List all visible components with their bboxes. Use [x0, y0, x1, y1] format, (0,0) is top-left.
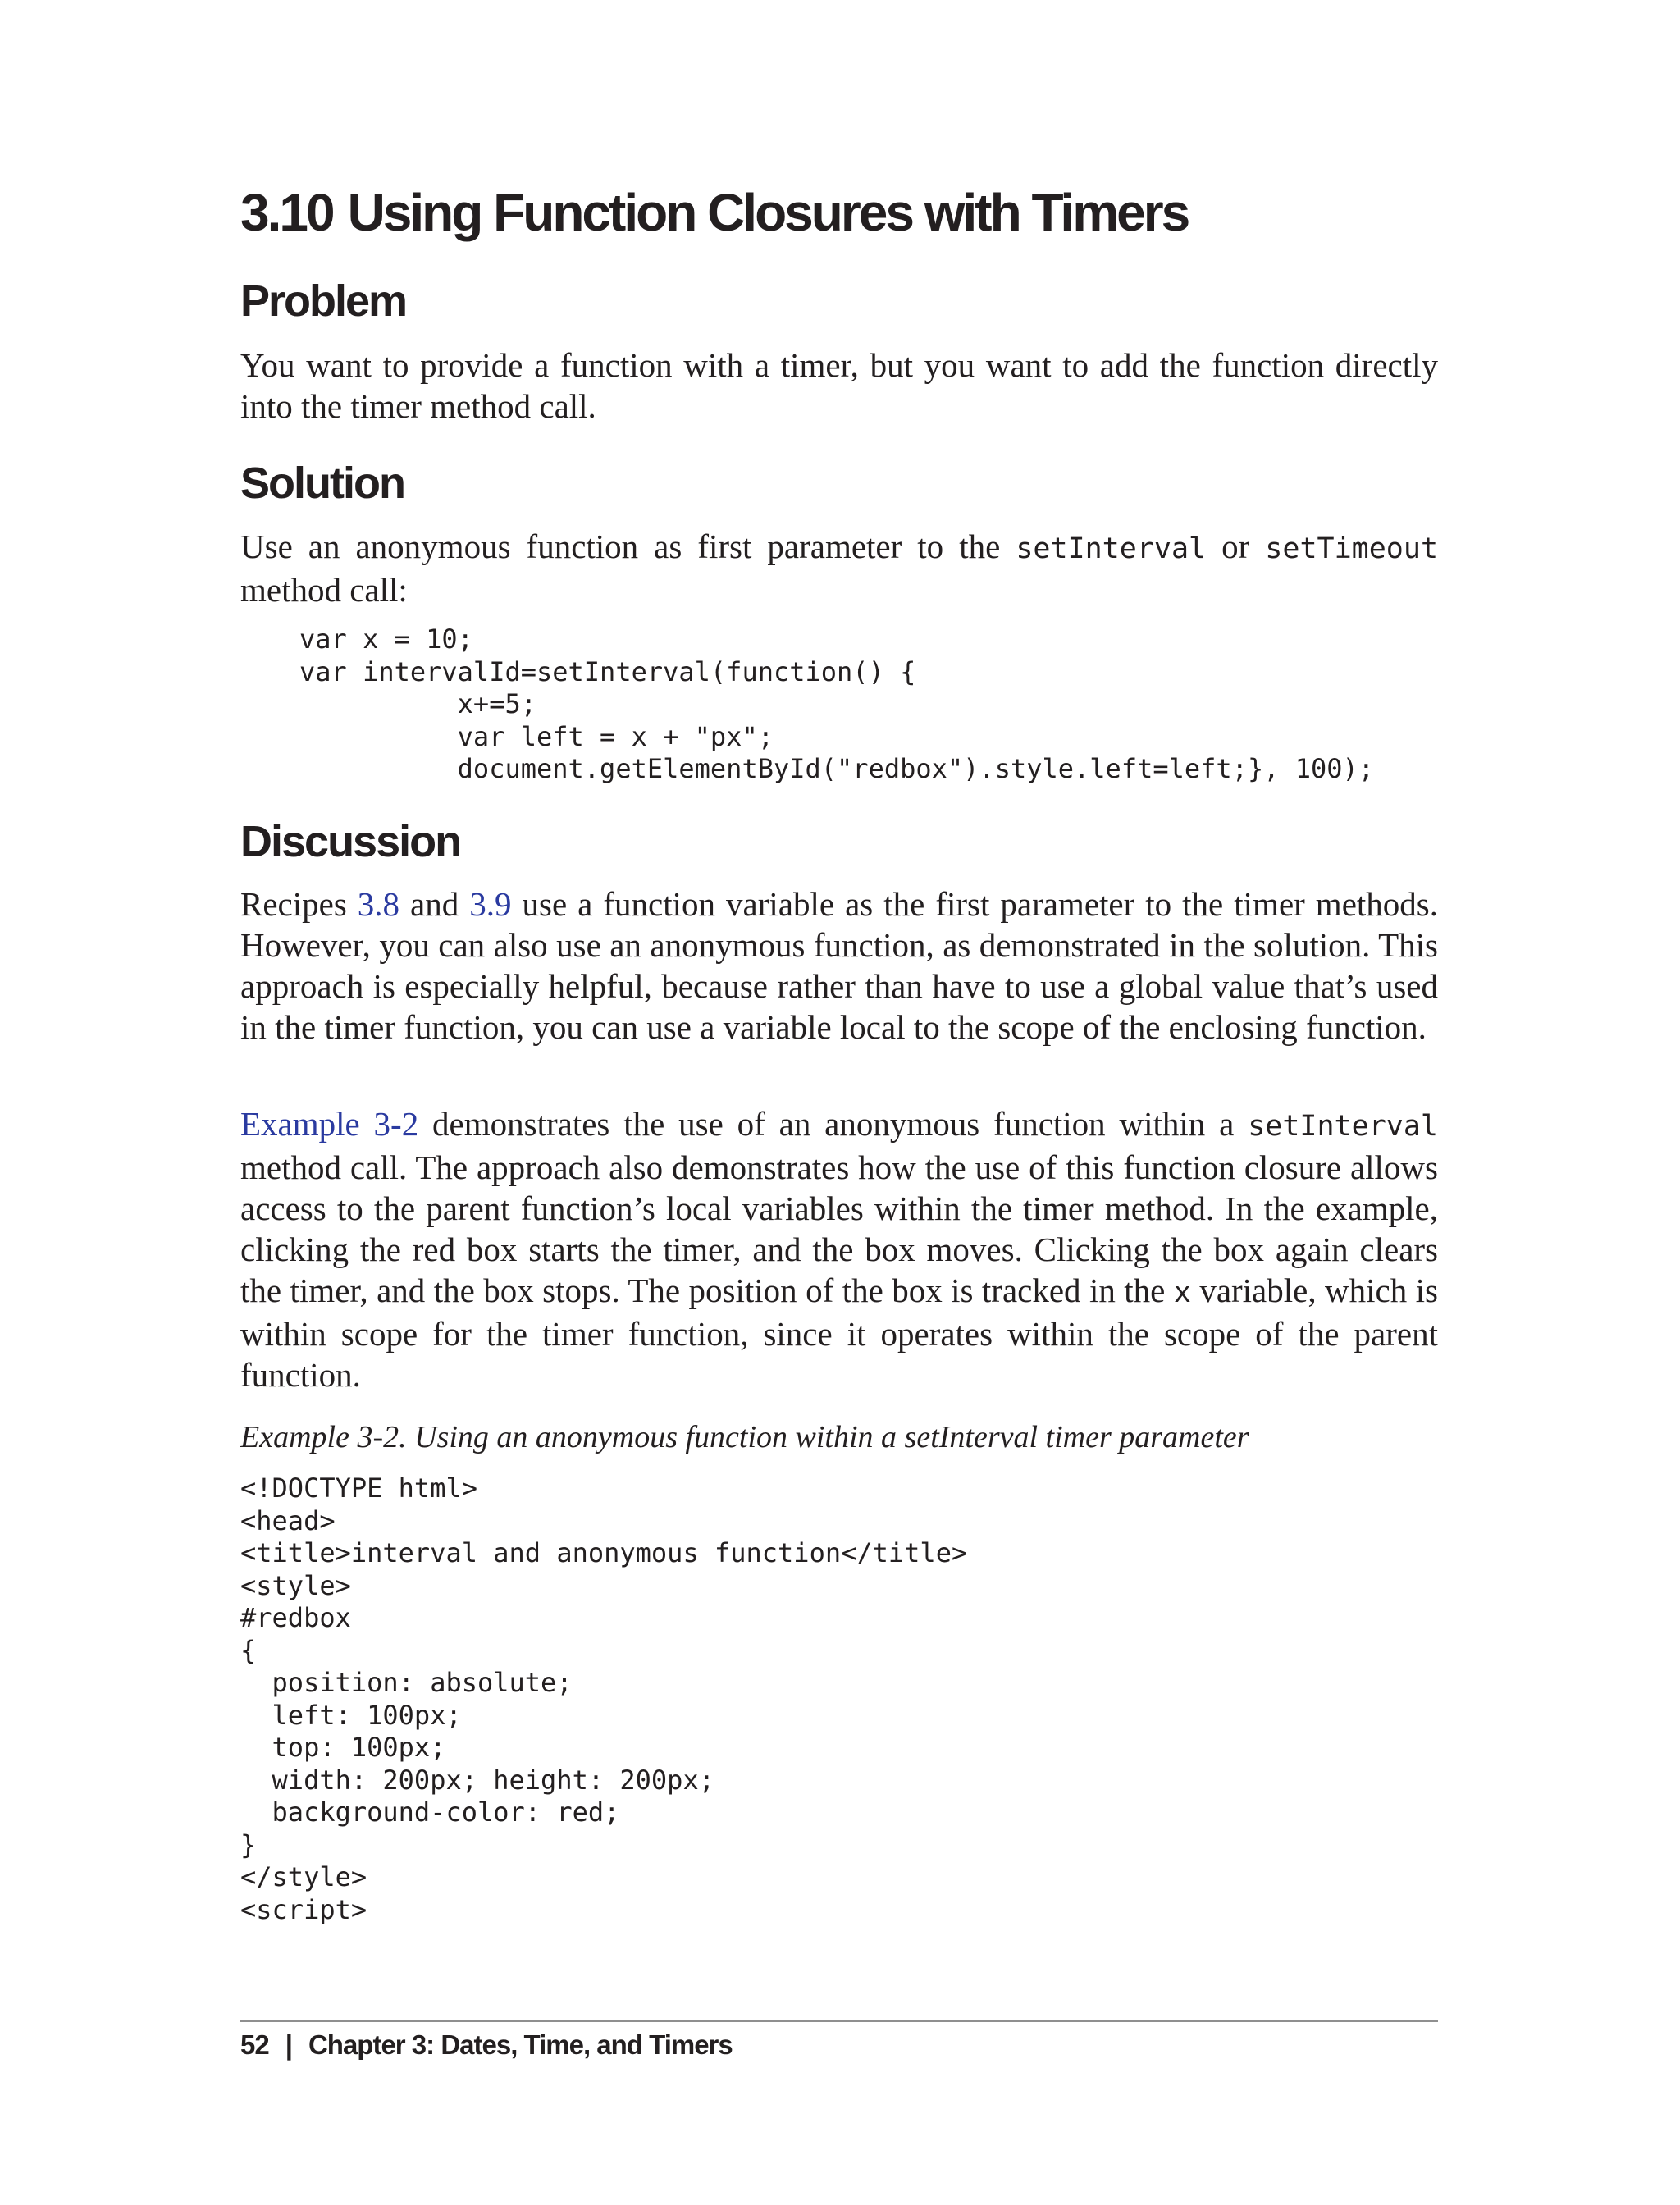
example-caption: Example 3-2. Using an anonymous function within a setInterval timer parameter: [240, 1420, 1249, 1454]
page-number: 52: [240, 2029, 269, 2060]
footer-separator: |: [285, 2029, 292, 2060]
solution-text-part: or: [1206, 527, 1266, 565]
solution-code-block: var x = 10; var intervalId=setInterval(function() { x+=5; var left = x + "px"; document.getElementById("redbox").style.left=left;}, 100);: [299, 623, 1375, 784]
problem-text: You want to provide a function with a timer, but you want to add the function directly into the timer method call.: [240, 346, 1438, 425]
discussion-text-part: Recipes: [240, 885, 358, 923]
inline-code-setinterval: setInterval: [1016, 532, 1207, 565]
inline-code-setinterval: setInterval: [1248, 1110, 1438, 1143]
inline-code-settimeout: setTimeout: [1265, 532, 1439, 565]
discussion-paragraph-1: [240, 883, 1438, 1048]
solution-heading: Solution: [240, 459, 404, 508]
solution-text-part: method call:: [240, 571, 408, 609]
footer-divider: [240, 2020, 1438, 2022]
discussion-text-part: variable, which is within scope for the timer function, since it operates within the scope of the parent function.: [240, 1271, 1438, 1394]
inline-code-x: x: [1173, 1276, 1191, 1309]
discussion-paragraph-2: [240, 1103, 1438, 1395]
recipe-3-8-link[interactable]: 3.8: [357, 885, 400, 923]
discussion-text-part: demonstrates the use of an anonymous function within a: [418, 1105, 1249, 1143]
discussion-text-part: use a function variable as the first parameter to the timer methods. However, you can also use an anonymous function, as demonstrated in the solution. This approach is especially helpful, because rather than have to use a global value that’s used in the timer function, you can use a variable local to the scope of the enclosing function.: [240, 885, 1438, 1046]
page-footer: [240, 2029, 733, 2061]
chapter-title: Chapter 3: Dates, Time, and Timers: [308, 2029, 733, 2060]
discussion-text-part: method call. The approach also demonstrates how the use of this function closure allows access to the parent function’s local variables within the timer method. In the example, clicking the red box starts the timer, and the box moves. Clicking the box again clears the timer, and the box stops. The position of the box is tracked in the: [240, 1148, 1438, 1309]
example-3-2-link[interactable]: Example 3-2: [240, 1105, 419, 1143]
recipe-3-9-link[interactable]: 3.9: [469, 885, 512, 923]
example-code-block: <!DOCTYPE html> <head> <title>interval and anonymous function</title> <style> #redbox { position: absolute; left: 100px; top: 100px; width: 200px; height: 200px; background-color: red; } </style> <script>: [240, 1472, 968, 1925]
section-title-text: Using Function Closures with Timers: [347, 183, 1189, 242]
problem-heading: Problem: [240, 276, 407, 326]
solution-text-part: Use an anonymous function as first parameter to the: [240, 527, 1016, 565]
section-number: 3.10: [240, 183, 333, 242]
section-title: [240, 182, 1188, 243]
discussion-text-part: and: [399, 885, 470, 923]
solution-text: [240, 526, 1438, 610]
discussion-heading: Discussion: [240, 817, 461, 866]
